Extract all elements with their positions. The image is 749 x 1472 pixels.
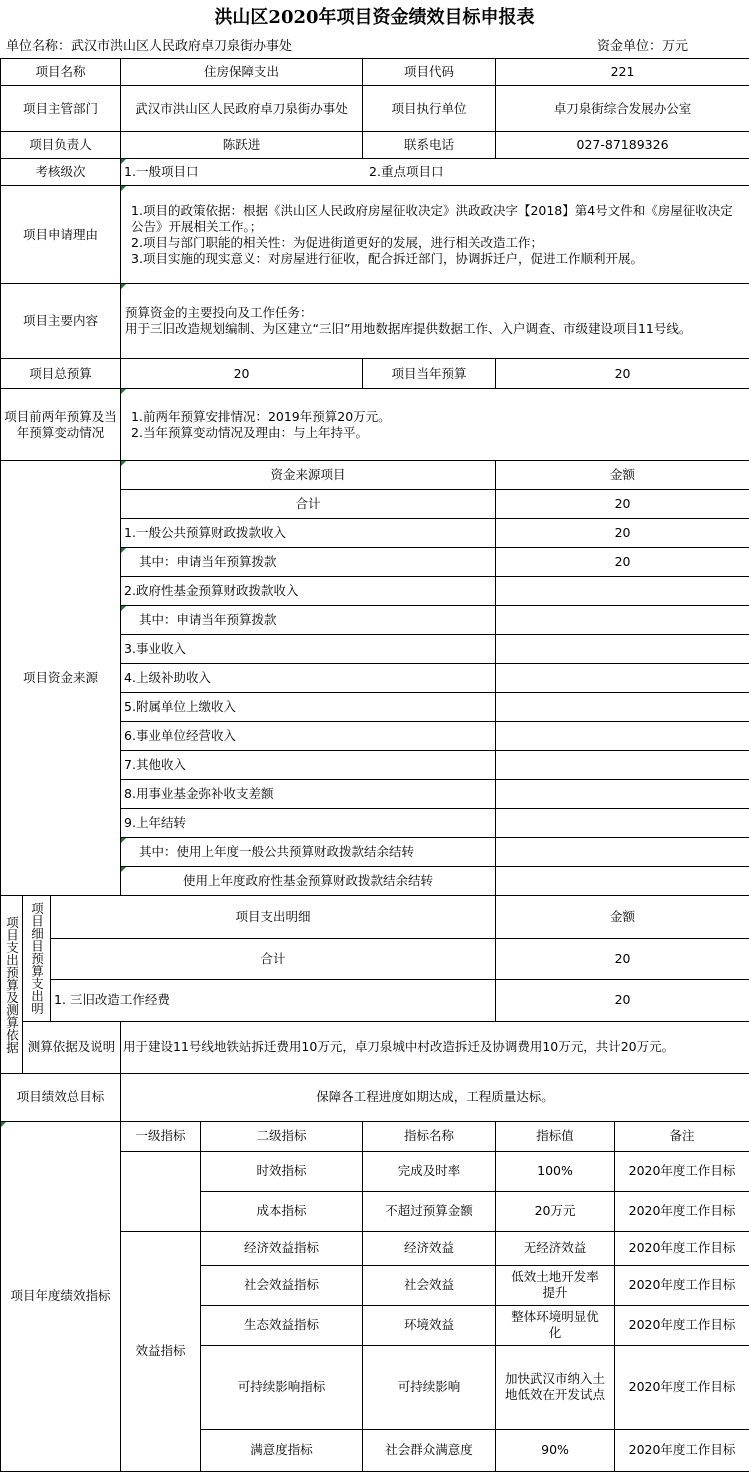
indicator-level1-benefit: 效益指标 [121,1231,201,1471]
calc-label: 测算依据及说明 [23,1021,121,1073]
funding-row-name: 5.附属单位上缴收入 [121,693,496,722]
total-budget-value: 20 [121,359,363,389]
funding-header-item: 资金来源项目 [121,461,496,490]
expense-detail-label: 项目细目预算支出明 [23,896,51,1022]
indicator-value: 低效土地开发率提升 [496,1265,615,1305]
indicator-note: 2020年度工作目标 [615,1429,749,1471]
funding-row-name: 6.事业单位经营收入 [121,722,496,751]
expense-outer-label: 项目支出预算及测算依据 [1,896,23,1074]
project-code-value: 221 [496,59,749,86]
application-form-table [0,58,749,1472]
year-budget-label: 项目当年预算 [363,359,496,389]
funding-row-name: 合计 [121,490,496,519]
content-line-2: 用于三旧改造规划编制、为区建立“三旧”用地数据库提供数据工作、入户调查、市级建设项目11号线。 [125,321,692,336]
funding-row-name: 使用上年度政府性基金预算财政拨款结余结转 [121,867,496,896]
indicator-header-note: 备注 [615,1121,749,1151]
indicator-level2: 社会效益指标 [201,1265,363,1305]
expense-header-item: 项目支出明细 [51,896,496,939]
expense-total-amount: 20 [496,938,749,979]
funding-row-amount [496,751,749,780]
change-text [121,389,749,461]
project-name-label: 项目名称 [1,59,121,86]
level-label: 考核级次 [1,159,121,186]
funding-row-amount [496,635,749,664]
dept-label: 项目主管部门 [1,86,121,132]
indicator-level2: 生态效益指标 [201,1305,363,1345]
leader-label: 项目负责人 [1,132,121,159]
indicators-label: 项目年度绩效指标 [1,1121,121,1471]
funding-row-amount: 20 [496,519,749,548]
level-general-checkbox[interactable]: 1.一般项目口 [124,164,199,179]
funding-row-name: 4.上级补助收入 [121,664,496,693]
change-line-1: 1.前两年预算安排情况：2019年预算20万元。 [131,408,391,424]
funding-row-name: 2.政府性基金预算财政拨款收入 [121,577,496,606]
funding-row-name: 7.其他收入 [121,751,496,780]
indicator-level2: 满意度指标 [201,1429,363,1471]
indicator-value: 整体环境明显优化 [496,1305,615,1345]
indicator-value: 90% [496,1429,615,1471]
content-label: 项目主要内容 [1,284,121,359]
indicator-header-value: 指标值 [496,1121,615,1151]
level-options [121,159,749,186]
indicator-note: 2020年度工作目标 [615,1191,749,1231]
year-budget-value: 20 [496,359,749,389]
reason-text [121,186,749,284]
funding-row-name: 9.上年结转 [121,809,496,838]
project-code-label: 项目代码 [363,59,496,86]
goal-label: 项目绩效总目标 [1,1073,121,1121]
indicator-level1-group [121,1151,201,1231]
reason-line-2: 2.项目与部门职能的相关性：为促进街道更好的发展，进行相关改造工作； [131,234,543,250]
funding-row-amount [496,722,749,751]
funding-row-amount [496,577,749,606]
indicator-level2: 时效指标 [201,1151,363,1191]
funding-row-amount: 20 [496,490,749,519]
expense-item-amount: 20 [496,980,749,1021]
indicator-level2: 经济效益指标 [201,1231,363,1265]
indicator-value: 无经济效益 [496,1231,615,1265]
indicator-header-level2: 二级指标 [201,1121,363,1151]
indicator-note: 2020年度工作目标 [615,1265,749,1305]
phone-value: 027-87189326 [496,132,749,159]
content-text [121,284,749,359]
leader-value: 陈跃进 [121,132,363,159]
funding-row-name: 其中：申请当年预算拨款 [121,548,496,577]
indicator-name: 可持续影响 [363,1345,496,1429]
indicator-note: 2020年度工作目标 [615,1151,749,1191]
reason-label: 项目申请理由 [1,186,121,284]
reason-line-1: 1.项目的政策依据：根据《洪山区人民政府房屋征收决定》洪政政决字【2018】第4号文件和《房屋征收决定公告》开展相关工作。； [131,202,733,234]
indicator-note: 2020年度工作目标 [615,1231,749,1265]
funding-row-amount [496,664,749,693]
funding-row-name: 其中：申请当年预算拨款 [121,606,496,635]
funding-row-amount [496,606,749,635]
indicator-header-name: 指标名称 [363,1121,496,1151]
indicator-name: 完成及时率 [363,1151,496,1191]
project-name-value: 住房保障支出 [121,59,363,86]
indicator-header-level1: 一级指标 [121,1121,201,1151]
expense-header-amount: 金额 [496,896,749,939]
indicator-value: 20万元 [496,1191,615,1231]
indicator-value: 加快武汉市纳入土地低效在开发试点 [496,1345,615,1429]
funding-row-name: 1.一般公共预算财政拨款收入 [121,519,496,548]
funding-row-amount [496,809,749,838]
funding-row-name: 其中：使用上年度一般公共预算财政拨款结余结转 [121,838,496,867]
exec-unit-value: 卓刀泉街综合发展办公室 [496,86,749,132]
expense-item-name: 1. 三旧改造工作经费 [51,980,496,1021]
indicator-value: 100% [496,1151,615,1191]
phone-label: 联系电话 [363,132,496,159]
indicator-name: 经济效益 [363,1231,496,1265]
goal-text: 保障各工程进度如期达成，工程质量达标。 [121,1073,749,1121]
change-label: 项目前两年预算及当年预算变动情况 [1,389,121,461]
indicator-note: 2020年度工作目标 [615,1305,749,1345]
indicator-name: 环境效益 [363,1305,496,1345]
funding-label: 项目资金来源 [1,461,121,896]
content-line-1: 预算资金的主要投向及工作任务： [125,305,313,320]
indicator-name: 社会效益 [363,1265,496,1305]
exec-unit-label: 项目执行单位 [363,86,496,132]
expense-total-name: 合计 [51,938,496,979]
funding-row-amount: 20 [496,548,749,577]
page-title: 洪山区2020年项目资金绩效目标申报表 [214,7,535,28]
funding-row-amount [496,780,749,809]
funding-row-name: 3.事业收入 [121,635,496,664]
funding-header-amount: 金额 [496,461,749,490]
indicator-name: 不超过预算金额 [363,1191,496,1231]
funding-row-amount [496,693,749,722]
indicator-name: 社会群众满意度 [363,1429,496,1471]
calc-text: 用于建设11号线地铁站拆迁费用10万元，卓刀泉城中村改造拆迁及协调费用10万元，共计20万元。 [121,1021,749,1073]
funding-row-amount [496,867,749,896]
funding-row-name: 8.用事业基金弥补收支差额 [121,780,496,809]
reason-line-3: 3.项目实施的现实意义：对房屋进行征收，配合拆迁部门，协调拆迁户，促进工作顺利开展。 [131,250,643,266]
funding-row-amount [496,838,749,867]
level-key-checkbox[interactable]: 2.重点项目口 [369,164,444,179]
money-unit: 资金单位：万元 [597,39,689,54]
indicator-level2: 成本指标 [201,1191,363,1231]
unit-name: 单位名称：武汉市洪山区人民政府卓刀泉街办事处 [6,39,293,54]
indicator-level2: 可持续影响指标 [201,1345,363,1429]
change-line-2: 2.当年预算变动情况及理由：与上年持平。 [131,424,368,440]
total-budget-label: 项目总预算 [1,359,121,389]
dept-value: 武汉市洪山区人民政府卓刀泉街办事处 [121,86,363,132]
indicator-note: 2020年度工作目标 [615,1345,749,1429]
